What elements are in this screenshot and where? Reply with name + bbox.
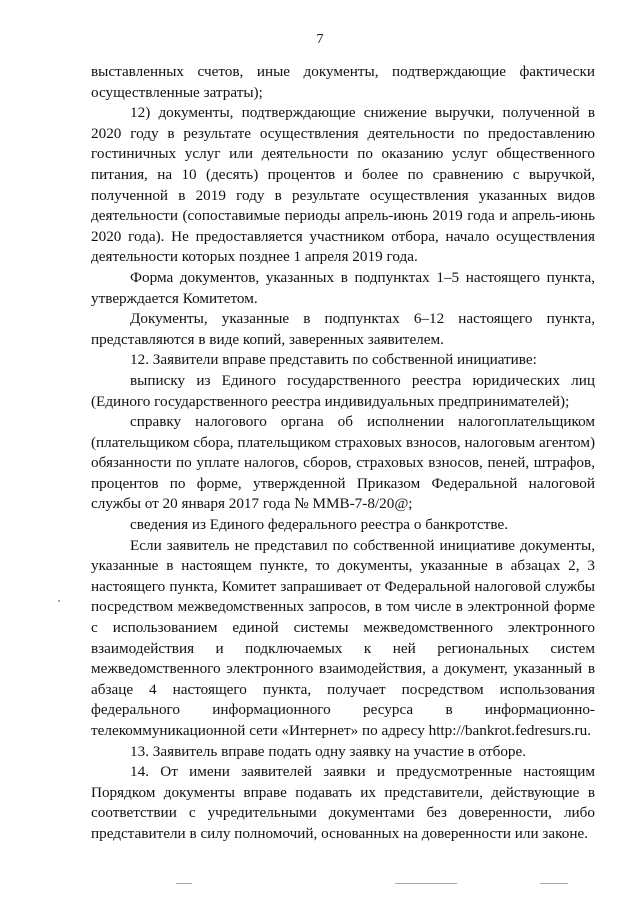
- paragraph: справку налогового органа об исполнении налогоплательщиком (плательщиком сбора, плательщиком страховых взносов, налоговым агентом) обязанности по уплате налогов, сборов, страховых взносов, пеней, штрафов, процентов по форме, утвержденной Приказом Федеральной налоговой службы от 20 января 2017 года № ММВ-7-8/20@;: [91, 413, 595, 513]
- paragraph: 13. Заявитель вправе подать одну заявку на участие в отборе.: [130, 742, 527, 760]
- page-number: 7: [316, 32, 324, 47]
- document-body: [91, 62, 595, 845]
- scan-dash: [176, 883, 192, 884]
- paragraph: выставленных счетов, иные документы, подтверждающие фактически осуществленные затраты);: [91, 63, 595, 101]
- paragraph: выписку из Единого государственного реестра юридических лиц (Единого государственного реестра индивидуальных предпринимателей);: [91, 371, 595, 410]
- paragraph: 12) документы, подтверждающие снижение выручки, полученной в 2020 году в результате осуществления деятельности по предоставлению гостиничных услуг или деятельности по оказанию услуг общественного питания, на 10 (десять) процентов и более по сравнению с выручкой, полученной в 2019 году в результате осуществления указанных видов деятельности (сопоставимые периоды апрель-июнь 2019 года и апрель-июнь 2020 года). Не предоставляется участником отбора, начало осуществления деятельности которых позднее 1 апреля 2019 года.: [91, 104, 595, 266]
- paragraph: сведения из Единого федерального реестра о банкротстве.: [130, 516, 508, 534]
- footer-scan-marks: [0, 880, 640, 888]
- paragraph: Если заявитель не представил по собственной инициативе документы, указанные в настоящем пункте, то документы, указанные в абзацах 2, 3 настоящего пункта, Комитет запрашивает от Федеральной налоговой службы посредством межведомственных запросов, в том числе в электронной форме с использованием единой системы межведомственного электронного взаимодействия и подключаемых к ней региональных систем межведомственного электронного взаимодействия, а документ, указанный в абзаце 4 настоящего пункта, получает посредством использования федерального информационного ресурса в информационно-телекоммуникационной сети «Интернет» по адресу http://bankrot.fedresurs.ru.: [91, 536, 595, 739]
- paragraph: Документы, указанные в подпунктах 6–12 настоящего пункта, представляются в виде копий, заверенных заявителем.: [91, 310, 595, 348]
- scan-dash: [540, 883, 568, 884]
- paragraph: Форма документов, указанных в подпунктах 1–5 настоящего пункта, утверждается Комитетом.: [91, 268, 595, 307]
- paragraph: 14. От имени заявителей заявки и предусмотренные настоящим Порядком документы вправе подавать их представители, действующие в соответствии с учредительными документами без доверенности, либо представители в силу полномочий, основанных на доверенности или законе.: [91, 763, 595, 842]
- scan-speck: [58, 600, 60, 602]
- scan-dash: [395, 883, 457, 884]
- paragraph: 12. Заявители вправе представить по собственной инициативе:: [130, 351, 537, 369]
